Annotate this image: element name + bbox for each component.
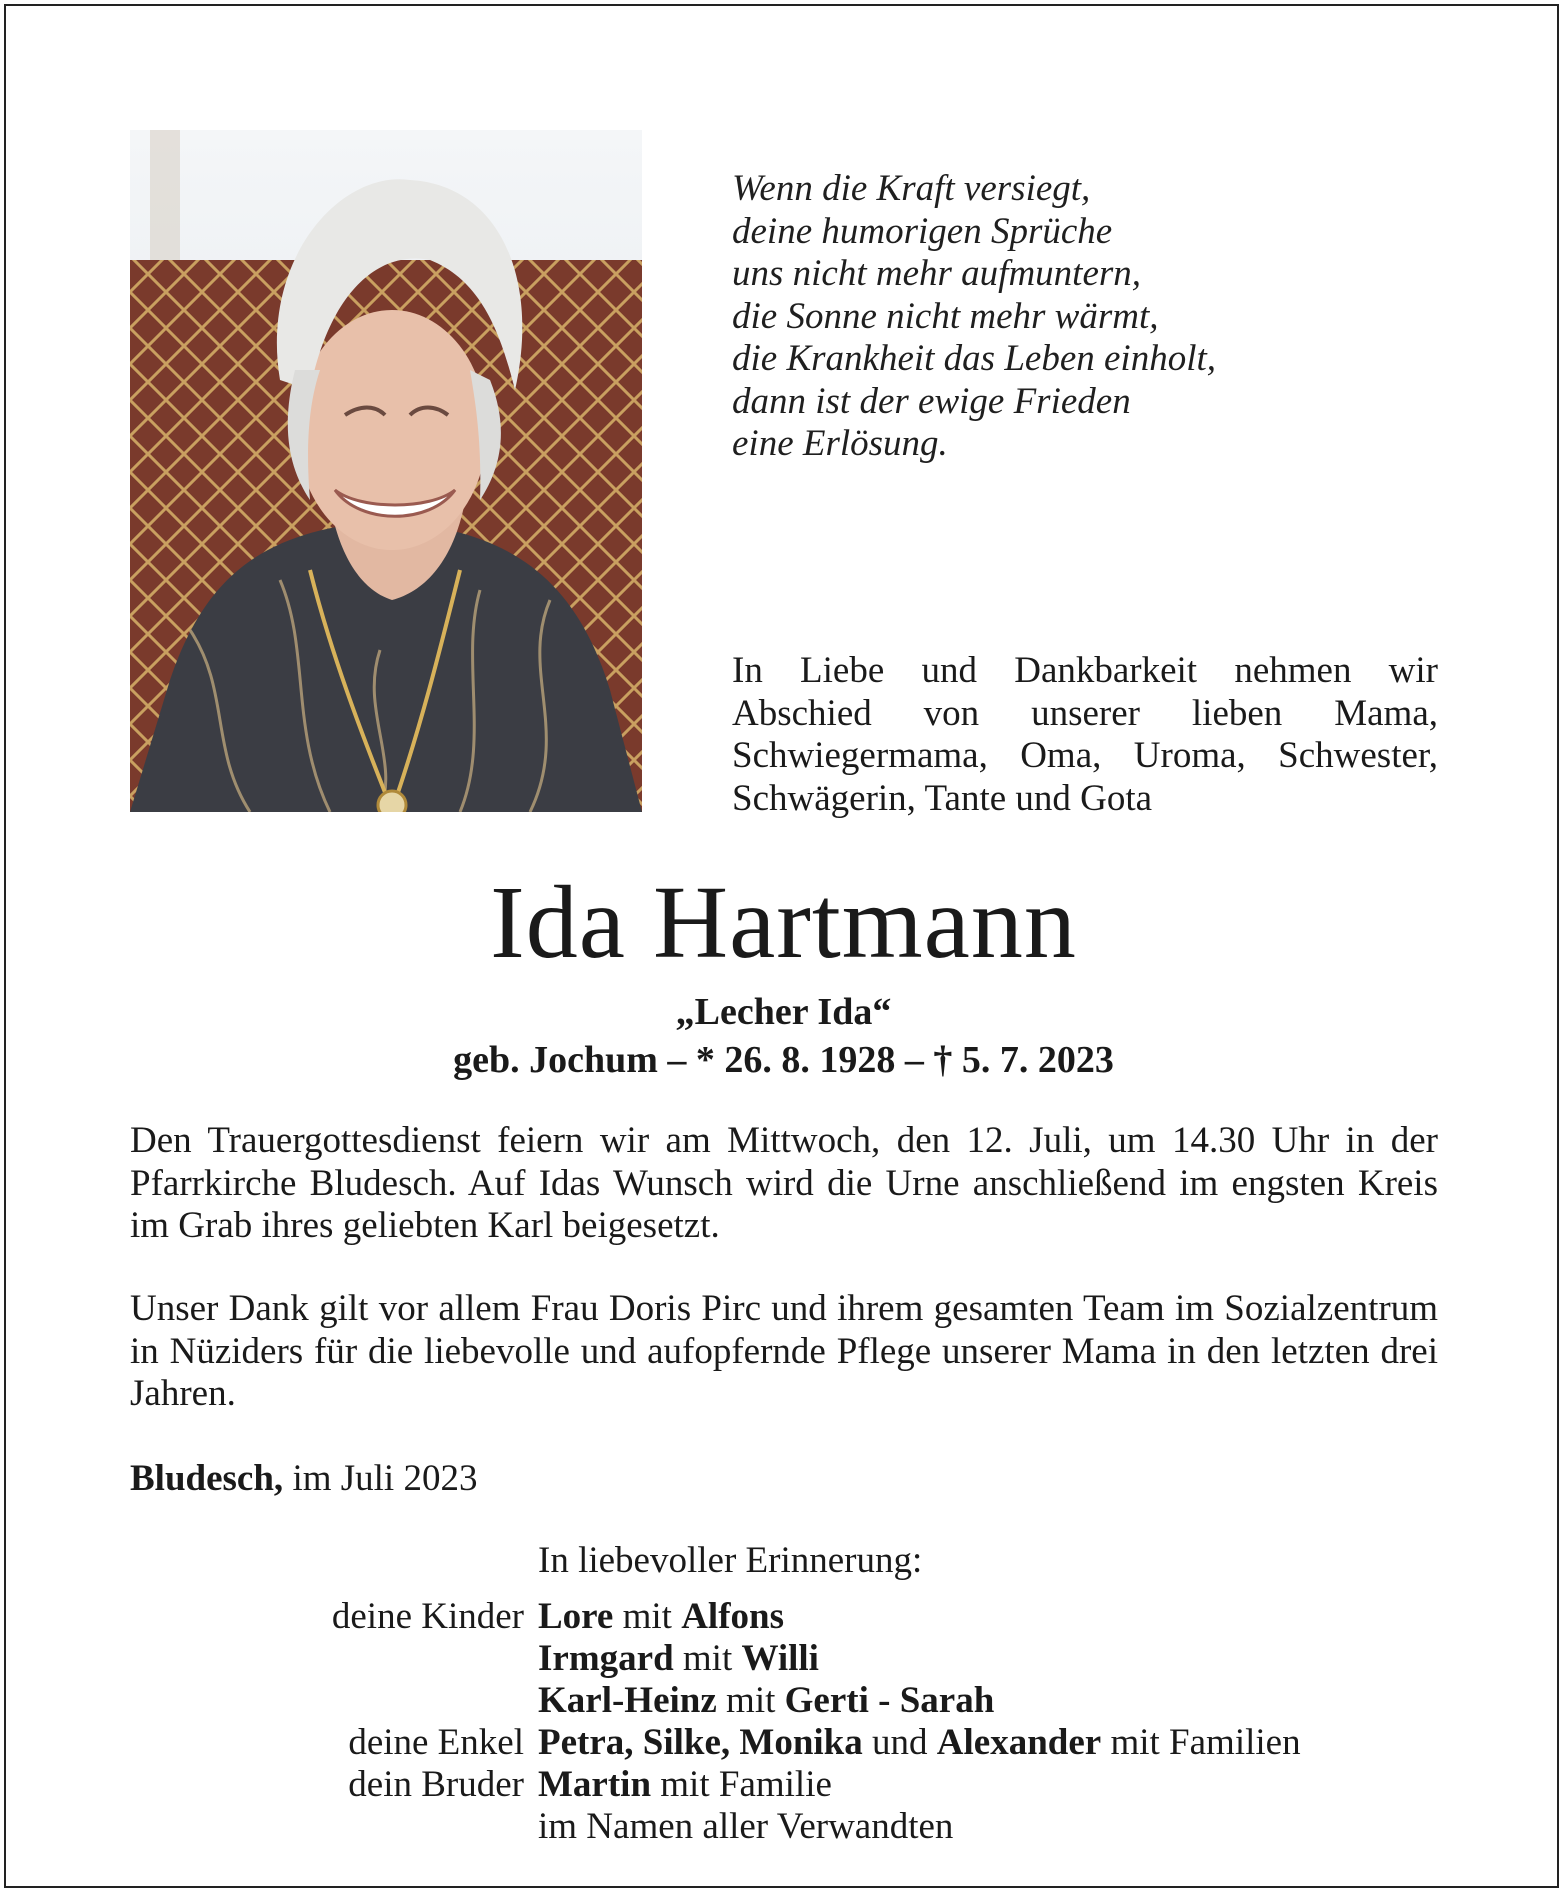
kinder-label: deine Kinder: [331, 1596, 524, 1637]
date: im Juli 2023: [283, 1458, 478, 1499]
enkel-label: deine Enkel: [348, 1722, 524, 1763]
poem-line: dann ist der ewige Frieden: [732, 380, 1131, 422]
kinder-entry: [538, 1638, 819, 1681]
grandchildren-names: Petra, Silke, Monika: [538, 1722, 863, 1763]
bruder-entry: [538, 1764, 832, 1807]
deceased-name: Ida Hartmann: [490, 865, 1077, 980]
poem: [732, 168, 1216, 466]
connector: mit: [613, 1596, 682, 1637]
closing-row: [0, 1806, 1567, 1850]
poem-line: uns nicht mehr aufmuntern,: [732, 253, 1142, 294]
intro-text: In Liebe und Dankbarkeit nehmen wir Abschied von unserer lieben Mama, Schwiegermama, Oma, Uroma, Schwester, Schwägerin, Tante und Gota: [732, 650, 1438, 819]
nickname: „Lecher Ida“: [675, 991, 892, 1033]
poem-line: eine Erlösung.: [732, 423, 948, 464]
thanks-text: Unser Dank gilt vor allem Frau Doris Pirc und ihrem gesamten Team im Sozialzentrum in Nüziders für die liebevolle und aufopfernde Pflege unserer Mama in den letzten drei Jahren.: [130, 1288, 1438, 1414]
family-suffix: mit Familie: [651, 1764, 832, 1805]
enkel-row: [0, 1722, 1567, 1766]
bruder-label: dein Bruder: [348, 1764, 524, 1805]
kinder-row: [0, 1638, 1567, 1682]
family-suffix: mit Familien: [1101, 1722, 1301, 1763]
place-date: [130, 1458, 477, 1501]
child-name: Karl-Heinz: [538, 1680, 717, 1721]
grandchild-name: Alexander: [936, 1722, 1102, 1763]
child-name: Irmgard: [538, 1638, 674, 1679]
connector: mit: [716, 1680, 785, 1721]
portrait-photo: [130, 130, 642, 812]
poem-line: die Krankheit das Leben einholt,: [732, 338, 1217, 379]
kinder-entry: [538, 1596, 784, 1639]
partner-name: Alfons: [681, 1596, 785, 1637]
brother-name: Martin: [538, 1764, 652, 1805]
enkel-entry: [538, 1722, 1301, 1765]
poem-line: die Sonne nicht mehr wärmt,: [732, 295, 1159, 337]
connector: und: [862, 1722, 937, 1763]
poem-line: deine humorigen Sprüche: [732, 210, 1113, 252]
memory-heading: In liebevoller Erinnerung:: [538, 1540, 923, 1581]
bruder-row: [0, 1764, 1567, 1808]
partner-name: Willi: [741, 1638, 819, 1679]
kinder-row: [0, 1596, 1567, 1640]
funeral-announcement: Den Trauergottesdienst feiern wir am Mittwoch, den 12. Juli, um 14.30 Uhr in der Pfarrkirche Bludesch. Auf Idas Wunsch wird die Urne anschließend im engsten Kreis im Grab ihres geliebten Karl beigesetzt.: [130, 1120, 1438, 1246]
child-name: Lore: [538, 1596, 614, 1637]
partner-name: Gerti - Sarah: [784, 1680, 995, 1721]
poem-line: Wenn die Kraft versiegt,: [732, 168, 1091, 209]
closing-text: im Namen aller Verwandten: [538, 1806, 954, 1847]
kinder-entry: [538, 1680, 994, 1723]
place: Bludesch,: [130, 1458, 284, 1499]
birth-death-dates: geb. Jochum – * 26. 8. 1928 – † 5. 7. 2023: [453, 1039, 1114, 1081]
connector: mit: [673, 1638, 742, 1679]
kinder-row: [0, 1680, 1567, 1724]
